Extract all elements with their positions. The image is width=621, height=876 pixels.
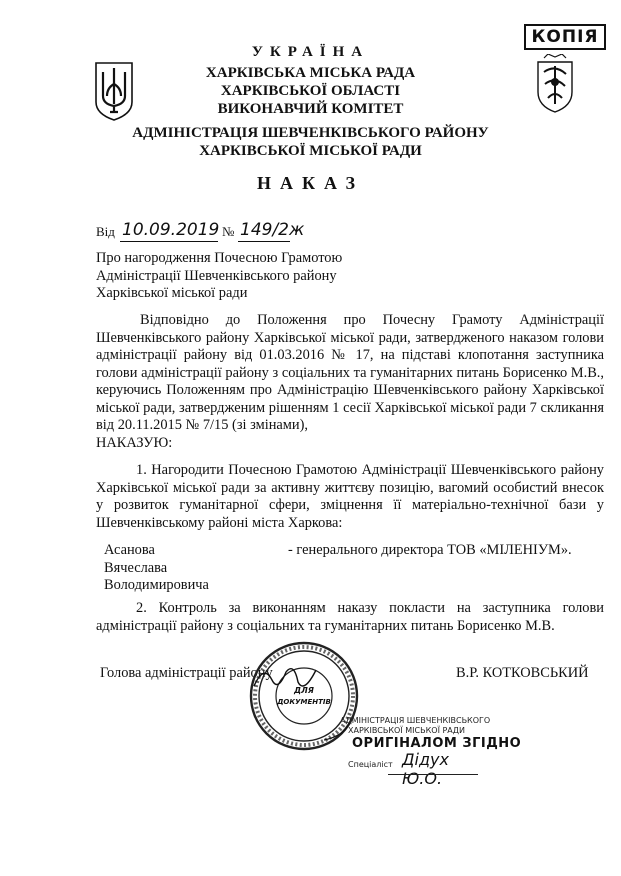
subject-line: Харківської міської ради — [96, 285, 248, 301]
signatory-name: В.Р. КОТКОВСЬКИЙ — [456, 665, 589, 681]
cert-stamp-specialist-label: Спеціаліст — [348, 760, 393, 769]
administration-line: ХАРКІВСЬКОЇ МІСЬКОЇ РАДИ — [199, 143, 422, 159]
cert-stamp-main: ОРИГІНАЛОМ ЗГІДНО — [352, 736, 522, 751]
number-prefix: № — [222, 224, 235, 239]
certification-stamp — [322, 716, 522, 788]
order-number: 149/2ж — [240, 220, 305, 240]
awardee-name-line: Володимировича — [104, 577, 209, 593]
council-line: ВИКОНАВЧИЙ КОМІТЕТ — [217, 101, 404, 117]
cert-stamp-handwritten: Дідух Ю.О. — [402, 750, 449, 788]
order-item-2: 2. Контроль за виконанням наказу покласти на заступника голови адміністрації району з соціальних та гуманітарних питань Борисенко М.В. — [96, 600, 604, 634]
seal-center-line-1: ДЛЯ — [294, 686, 314, 695]
document-type-title: НАКАЗ — [256, 173, 365, 193]
council-block — [0, 64, 621, 118]
council-line: ХАРКІВСЬКОЇ ОБЛАСТІ — [220, 83, 401, 99]
awardee-name-line: Вячеслава — [104, 559, 168, 576]
awardee-name — [104, 542, 209, 595]
order-meta — [96, 220, 316, 242]
preamble-paragraph: Відповідно до Положення про Почесну Грамоту Адміністрації Шевченківського району Харківської міської ради, затвердженого наказом голови адміністрації району від 01.03.2016 № 17, на підставі клопотання заступника голови адміністрації району з соціальних та гуманітарних питань Борисенко М.В., керуючись Положенням про Адміністрацію Шевченківського району Харківської міської ради, затвердженим рішенням 1 сесії Харківської міської ради 7 скликання від 20.11.2015 № 7/15 (зі змінами), — [96, 312, 604, 433]
seal-center-line-2: ДОКУМЕНТІВ — [277, 698, 331, 706]
order-word: НАКАЗУЮ: — [96, 435, 173, 451]
cert-stamp-line-2: ХАРКІВСЬКОЇ МІСЬКОЇ РАДИ — [348, 726, 466, 735]
subject-line: Про нагородження Почесною Грамотою — [96, 250, 343, 266]
administration-block — [0, 124, 621, 160]
cert-stamp-line-1: АДМІНІСТРАЦІЯ ШЕВЧЕНКІВСЬКОГО — [340, 716, 491, 725]
awardee-position: - генерального директора ТОВ «МІЛЕНІУМ». — [288, 542, 572, 558]
signature-scribble-icon — [250, 658, 320, 698]
order-item-1: 1. Нагородити Почесною Грамотою Адміністрації Шевченківського району Харківської міської ради за активну життєву позицію, вагомий особистий внесок у розвиток гуманітарної сфери, зміцнення її матеріально-технічної бази у Шевченківському районі міста Харкова: — [96, 462, 604, 531]
administration-line: АДМІНІСТРАЦІЯ ШЕВЧЕНКІВСЬКОГО РАЙОНУ — [132, 125, 489, 141]
order-subject — [96, 250, 342, 303]
order-date: 10.09.2019 — [122, 220, 220, 240]
date-prefix: Від — [96, 224, 115, 239]
subject-line: Адміністрації Шевченківського району — [96, 267, 337, 284]
country-title: УКРАЇНА — [251, 44, 370, 60]
awardee-name-line: Асанова — [104, 542, 155, 558]
council-line: ХАРКІВСЬКА МІСЬКА РАДА — [205, 65, 416, 81]
signatory-title: Голова адміністрації району — [100, 665, 273, 681]
copy-stamp: КОПІЯ — [524, 24, 606, 50]
